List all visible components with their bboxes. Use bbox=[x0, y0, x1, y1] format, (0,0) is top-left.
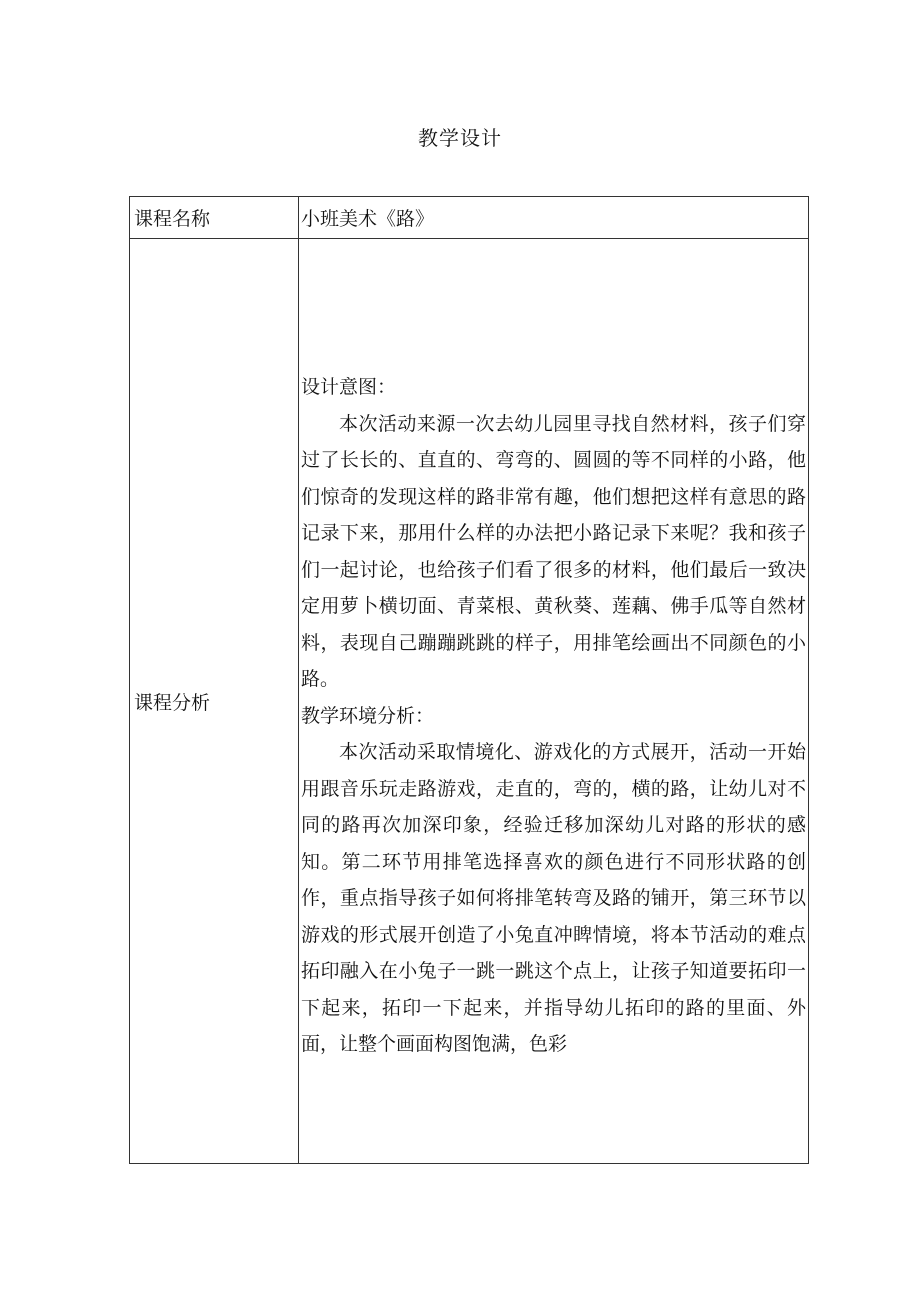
design-intent-paragraph: 本次活动来源一次去幼儿园里寻找自然材料，孩子们穿过了长长的、直直的、弯弯的、圆圆的等不同样的小路，他们惊奇的发现这样的路非常有趣，他们想把这样有意思的路记录下来，那用什么样的办法把小路记录下来呢？我和孩子们一起讨论，也给孩子们看了很多的材料，他们最后一致决定用萝卜横切面、青菜根、黄秋葵、莲藕、佛手瓜等自然材料，表现自己蹦蹦跳跳的样子，用排笔绘画出不同颜色的小路。 bbox=[301, 412, 806, 690]
course-analysis-row bbox=[130, 239, 809, 1164]
design-intent-heading: 设计意图： bbox=[301, 376, 397, 398]
teaching-environment-paragraph: 本次活动采取情境化、游戏化的方式展开，活动一开始用跟音乐玩走路游戏，走直的，弯的，横的路，让幼儿对不同的路再次加深印象，经验迁移加深幼儿对路的形状的感知。第二环节用排笔选择喜欢的颜色进行不同形状路的创作，重点指导孩子如何将排笔转弯及路的铺开，第三环节以游戏的形式展开创造了小兔直冲睥情境，将本节活动的难点拓印融入在小兔子一跳一跳这个点上，让孩子知道要拓印一下起来，拓印一下起来，并指导幼儿拓印的路的里面、外面，让整个画面构图饱满，色彩 bbox=[301, 741, 806, 1055]
course-analysis-content bbox=[299, 239, 809, 1164]
document-title: 教学设计 bbox=[418, 126, 502, 150]
course-name-row bbox=[130, 197, 809, 239]
teaching-environment-heading: 教学环境分析： bbox=[301, 704, 435, 727]
course-name-label: 课程名称 bbox=[130, 197, 299, 239]
course-name-value: 小班美术《路》 bbox=[299, 197, 809, 239]
course-analysis-label: 课程分析 bbox=[130, 239, 299, 1164]
lesson-design-table bbox=[129, 196, 809, 1164]
